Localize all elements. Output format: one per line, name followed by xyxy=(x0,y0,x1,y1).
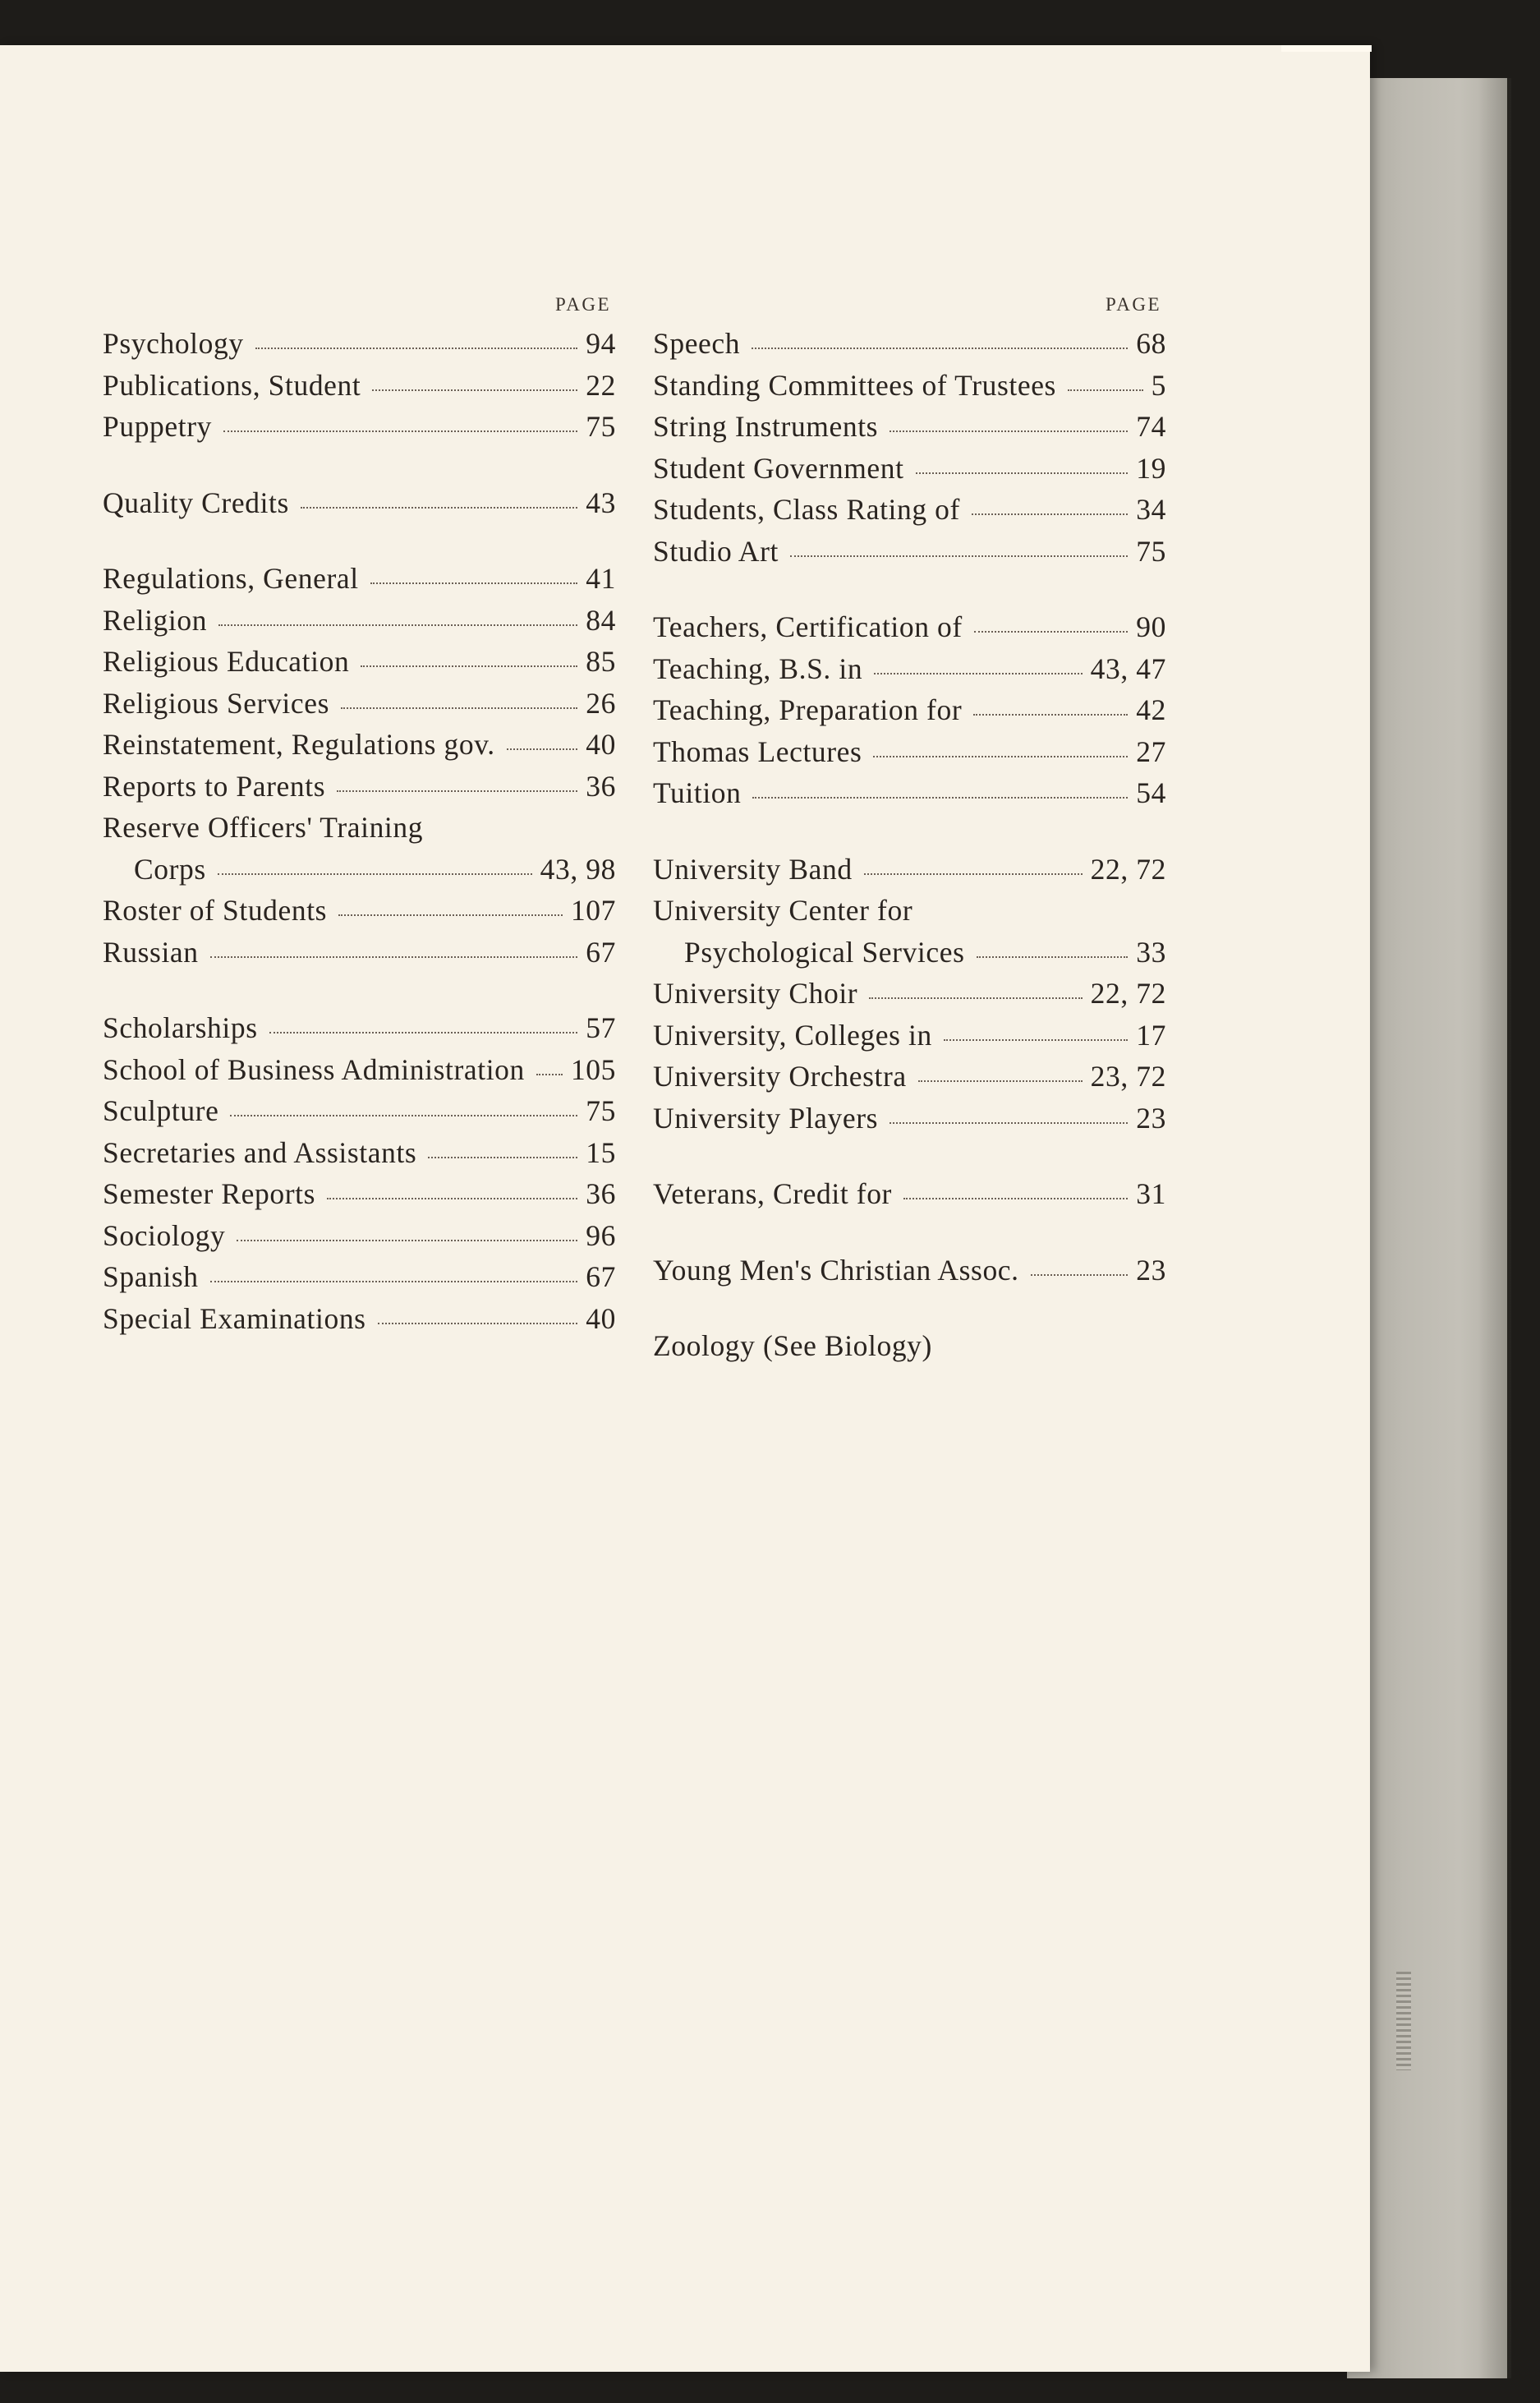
dot-leader xyxy=(223,430,577,432)
dot-leader xyxy=(1031,1274,1129,1276)
entry-page-number: 90 xyxy=(1136,610,1166,643)
entry-page-number: 43, 47 xyxy=(1090,651,1166,685)
dot-leader xyxy=(1068,389,1143,391)
entry-term: Psychology xyxy=(103,327,244,360)
entry-term: Student Government xyxy=(653,451,904,485)
entry-page-number: 15 xyxy=(586,1135,616,1169)
entry-term: Regulations, General xyxy=(103,562,359,595)
index-entry xyxy=(103,1007,616,1049)
dot-leader xyxy=(361,665,577,667)
index-entry xyxy=(653,531,1166,573)
entry-page-number: 33 xyxy=(1136,935,1166,969)
entry-term: Religious Services xyxy=(103,686,330,720)
group-spacer xyxy=(103,973,616,1007)
dot-leader xyxy=(218,873,532,875)
index-entry xyxy=(653,849,1166,891)
dot-leader xyxy=(874,673,1082,674)
dot-leader xyxy=(869,997,1082,999)
index-entry xyxy=(103,766,616,808)
index-entry xyxy=(653,1056,1166,1098)
index-entry xyxy=(653,731,1166,773)
index-entry xyxy=(653,973,1166,1015)
entry-term: Special Examinations xyxy=(103,1301,366,1335)
dot-leader xyxy=(370,582,578,584)
entry-page-number: 67 xyxy=(586,935,616,969)
entry-page-number: 68 xyxy=(1136,327,1166,360)
entry-term: Tuition xyxy=(653,776,742,809)
entry-page-number: 75 xyxy=(586,1094,616,1127)
entry-page-number: 43, 98 xyxy=(540,852,616,886)
entry-page-number: 23 xyxy=(1136,1101,1166,1135)
entry-page-number: 74 xyxy=(1136,410,1166,443)
index-entry xyxy=(103,600,616,642)
entry-term: University Orchestra xyxy=(653,1060,907,1093)
index-entry xyxy=(653,448,1166,490)
entry-term: Psychological Services xyxy=(684,935,965,969)
index-entry xyxy=(103,558,616,600)
index-entry-heading: University Center for xyxy=(653,894,913,927)
entry-term: Teaching, B.S. in xyxy=(653,651,863,685)
dot-leader xyxy=(341,707,577,709)
index-entry xyxy=(653,606,1166,648)
dot-leader xyxy=(536,1074,563,1075)
entry-term: String Instruments xyxy=(653,410,879,443)
entry-term: University Players xyxy=(653,1101,879,1135)
entry-page-number: 43 xyxy=(586,486,616,519)
entry-page-number: 107 xyxy=(570,894,616,927)
entry-page-number: 75 xyxy=(586,410,616,443)
entry-page-number: 105 xyxy=(570,1052,616,1086)
dot-leader xyxy=(973,714,1128,716)
entry-term: Quality Credits xyxy=(103,486,289,519)
entry-page-number: 22, 72 xyxy=(1090,977,1166,1010)
entry-page-number: 22, 72 xyxy=(1090,852,1166,886)
index-entry xyxy=(103,683,616,725)
entry-term: Roster of Students xyxy=(103,894,328,927)
entry-term: University Choir xyxy=(653,977,858,1010)
entry-term: Publications, Student xyxy=(103,368,361,402)
dot-leader xyxy=(977,956,1129,958)
entry-page-number: 54 xyxy=(1136,776,1166,809)
entry-term: Reports to Parents xyxy=(103,769,326,803)
group-spacer xyxy=(653,572,1166,606)
index-entry-heading: Zoology (See Biology) xyxy=(653,1329,932,1362)
entry-page-number: 94 xyxy=(586,327,616,360)
dot-leader xyxy=(428,1157,577,1158)
index-entry xyxy=(653,689,1166,731)
dot-leader xyxy=(890,1122,1128,1124)
dot-leader xyxy=(269,1032,578,1033)
index-entry xyxy=(653,323,1166,365)
index-entry xyxy=(653,1250,1166,1291)
index-entry xyxy=(653,932,1166,974)
index-entry xyxy=(103,482,616,524)
entry-page-number: 23 xyxy=(1136,1253,1166,1287)
dot-leader xyxy=(916,472,1129,474)
entry-page-number: 17 xyxy=(1136,1018,1166,1052)
entry-term: Semester Reports xyxy=(103,1177,316,1210)
page-column-header: PAGE xyxy=(1106,294,1161,315)
index-entry xyxy=(103,323,616,365)
entry-term: Russian xyxy=(103,935,199,969)
entry-page-number: 96 xyxy=(586,1218,616,1252)
index-entry xyxy=(653,489,1166,531)
dot-leader xyxy=(210,1281,578,1282)
entry-term: Sculpture xyxy=(103,1094,219,1127)
index-entry xyxy=(653,1173,1166,1215)
entry-term: Reinstatement, Regulations gov. xyxy=(103,728,495,761)
dot-leader xyxy=(972,513,1128,515)
entry-term: Standing Committees of Trustees xyxy=(653,368,1056,402)
entry-page-number: 57 xyxy=(586,1011,616,1044)
entry-term: Puppetry xyxy=(103,410,212,443)
entry-page-number: 34 xyxy=(1136,493,1166,526)
dot-leader xyxy=(507,748,578,750)
index-entry xyxy=(103,406,616,448)
dot-leader xyxy=(378,1323,578,1324)
entry-page-number: 42 xyxy=(1136,693,1166,726)
entry-page-number: 75 xyxy=(1136,534,1166,568)
entry-term: Religion xyxy=(103,603,208,637)
dot-leader xyxy=(338,914,563,916)
index-entry xyxy=(103,890,616,932)
index-entry xyxy=(103,1173,616,1215)
dot-leader xyxy=(255,348,578,349)
dot-leader xyxy=(372,389,577,391)
entry-term: Young Men's Christian Assoc. xyxy=(653,1253,1019,1287)
page-flap xyxy=(1281,45,1372,52)
index-entry xyxy=(103,1132,616,1174)
entry-page-number: 36 xyxy=(586,1177,616,1210)
group-spacer xyxy=(653,814,1166,849)
entry-page-number: 19 xyxy=(1136,451,1166,485)
entry-page-number: 67 xyxy=(586,1260,616,1293)
dot-leader xyxy=(752,797,1128,799)
index-entry xyxy=(653,648,1166,690)
entry-term: University, Colleges in xyxy=(653,1018,932,1052)
index-entry-heading: Reserve Officers' Training xyxy=(103,811,424,844)
entry-term: School of Business Administration xyxy=(103,1052,525,1086)
entry-term: University Band xyxy=(653,852,853,886)
entry-term: Spanish xyxy=(103,1260,199,1293)
entry-page-number: 85 xyxy=(586,645,616,678)
dot-leader xyxy=(237,1240,577,1241)
index-entry xyxy=(103,1298,616,1340)
entry-page-number: 22 xyxy=(586,368,616,402)
dot-leader xyxy=(327,1198,577,1199)
index-entry xyxy=(103,849,616,891)
dot-leader xyxy=(301,507,577,509)
entry-page-number: 26 xyxy=(586,686,616,720)
index-entry xyxy=(653,1098,1166,1139)
index-entry xyxy=(103,1049,616,1091)
dot-leader xyxy=(918,1080,1083,1082)
index-entry xyxy=(103,724,616,766)
entry-term: Thomas Lectures xyxy=(653,734,862,768)
index-entry xyxy=(103,1256,616,1298)
dot-leader xyxy=(864,873,1083,875)
entry-term: Teachers, Certification of xyxy=(653,610,963,643)
index-entry xyxy=(653,772,1166,814)
entry-term: Corps xyxy=(134,852,206,886)
dot-leader xyxy=(944,1039,1128,1041)
group-spacer xyxy=(653,1215,1166,1250)
index-entry xyxy=(653,1015,1166,1056)
entry-page-number: 40 xyxy=(586,728,616,761)
entry-page-number: 5 xyxy=(1151,368,1166,402)
entry-term: Sociology xyxy=(103,1218,226,1252)
entry-page-number: 41 xyxy=(586,562,616,595)
dot-leader xyxy=(230,1115,577,1116)
index-entry xyxy=(103,641,616,683)
dot-leader xyxy=(873,756,1128,757)
group-spacer xyxy=(103,523,616,558)
backing-board-edge xyxy=(1478,78,1511,2378)
index-entry xyxy=(103,1090,616,1132)
entry-page-number: 84 xyxy=(586,603,616,637)
dot-leader xyxy=(890,430,1128,432)
index-entry xyxy=(103,365,616,407)
entry-page-number: 36 xyxy=(586,769,616,803)
entry-term: Teaching, Preparation for xyxy=(653,693,963,726)
dot-leader xyxy=(210,956,578,958)
group-spacer xyxy=(653,1139,1166,1173)
group-spacer xyxy=(653,1291,1166,1325)
dot-leader xyxy=(790,555,1128,557)
entry-term: Secretaries and Assistants xyxy=(103,1135,417,1169)
entry-term: Studio Art xyxy=(653,534,779,568)
entry-term: Religious Education xyxy=(103,645,350,678)
index-column-right xyxy=(653,292,1166,1367)
board-texture xyxy=(1396,1972,1411,2070)
index-entry xyxy=(103,1215,616,1257)
entry-term: Veterans, Credit for xyxy=(653,1177,892,1210)
index-entry xyxy=(653,365,1166,407)
index-column-left xyxy=(103,292,616,1339)
dot-leader xyxy=(337,790,577,792)
dot-leader xyxy=(903,1198,1128,1199)
index-entry xyxy=(653,406,1166,448)
index-entry xyxy=(103,932,616,974)
entry-term: Scholarships xyxy=(103,1011,258,1044)
entry-page-number: 31 xyxy=(1136,1177,1166,1210)
group-spacer xyxy=(103,448,616,482)
page-column-header: PAGE xyxy=(555,294,611,315)
dot-leader xyxy=(218,624,577,626)
entry-term: Speech xyxy=(653,327,741,360)
entry-page-number: 27 xyxy=(1136,734,1166,768)
entry-page-number: 40 xyxy=(586,1301,616,1335)
entry-page-number: 23, 72 xyxy=(1090,1060,1166,1093)
dot-leader xyxy=(752,348,1128,349)
dot-leader xyxy=(974,631,1128,633)
entry-term: Students, Class Rating of xyxy=(653,493,960,526)
